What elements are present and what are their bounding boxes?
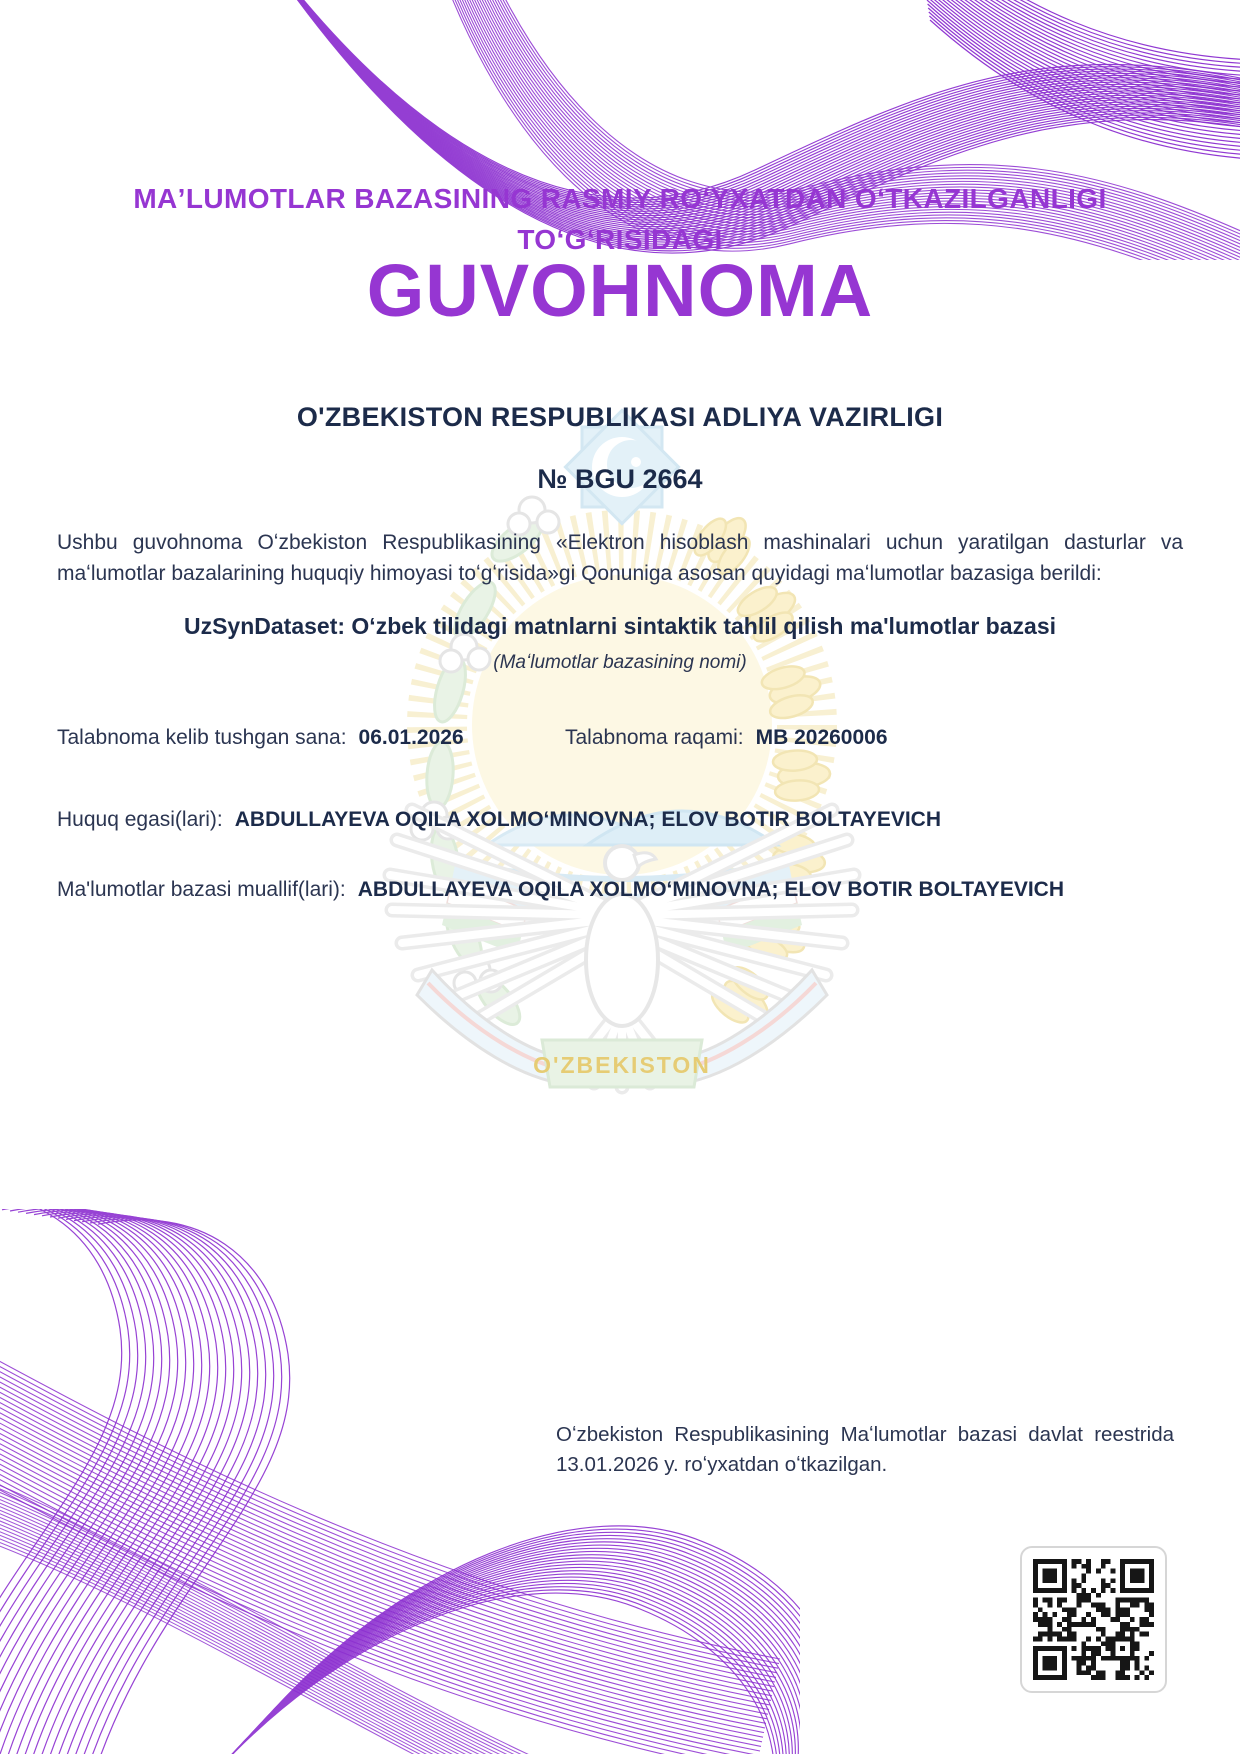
subtitle-line-2: TOʻGʻRISIDAGI <box>517 224 723 255</box>
application-row <box>57 726 1200 750</box>
intro-paragraph: Ushbu guvohnoma Oʻzbekiston Respublikasining «Elektron hisoblash mashinalari uchun yaratilgan dasturlar va maʻlumotlar bazalarining huquqiy himoyasi toʻgʻrisida»gi Qonuniga asosan quyidagi maʻlumotlar bazasiga berildi: <box>57 531 1183 585</box>
application-date-value: 06.01.2026 <box>358 726 464 749</box>
ministry-name: O'ZBEKISTON RESPUBLIKASI ADLIYA VAZIRLIGI <box>296 402 944 432</box>
certificate-title: GUVOHNOMA <box>366 249 874 332</box>
database-name-caption: (Maʻlumotlar bazasining nomi) <box>493 652 747 673</box>
application-number-field <box>565 726 888 750</box>
application-number-label: Talabnoma raqami: <box>565 726 744 749</box>
authors-label: Ma'lumotlar bazasi muallif(lari): <box>57 878 346 901</box>
qr-code-icon <box>1033 1559 1154 1680</box>
registration-note: Oʻzbekiston Respublikasining Maʻlumotlar bazasi davlat reestrida 13.01.2026 y. roʻyxatdan oʻtkazilgan. <box>556 1423 1174 1476</box>
database-name: UzSynDataset: Oʻzbek tilidagi matnlarni sintaktik tahlil qilish ma'lumotlar bazasi <box>183 613 1056 639</box>
authors-row <box>57 878 1200 902</box>
emblem-banner-text: O'ZBEKISTON <box>533 1052 711 1078</box>
rights-holder-label: Huquq egasi(lari): <box>57 808 223 831</box>
certificate-number: № BGU 2664 <box>537 464 703 494</box>
application-number-value: MB 20260006 <box>755 726 888 749</box>
authors-value: ABDULLAYEVA OQILA XOLMOʻMINOVNA; ELOV BOTIR BOLTAYEVICH <box>357 878 1064 901</box>
application-date-label: Talabnoma kelib tushgan sana: <box>57 726 347 749</box>
rights-holder-value: ABDULLAYEVA OQILA XOLMOʻMINOVNA; ELOV BOTIR BOLTAYEVICH <box>234 808 941 831</box>
guilloche-wave-bottom-left-icon <box>0 1209 800 1754</box>
application-date-field <box>57 726 464 750</box>
qr-code <box>1020 1546 1167 1693</box>
subtitle-line-1: MAʼLUMOTLAR BAZASINING RASMIY ROʻYXATDAN OʻTKAZILGANLIGI <box>133 183 1107 214</box>
rights-holder-row <box>57 808 1200 832</box>
